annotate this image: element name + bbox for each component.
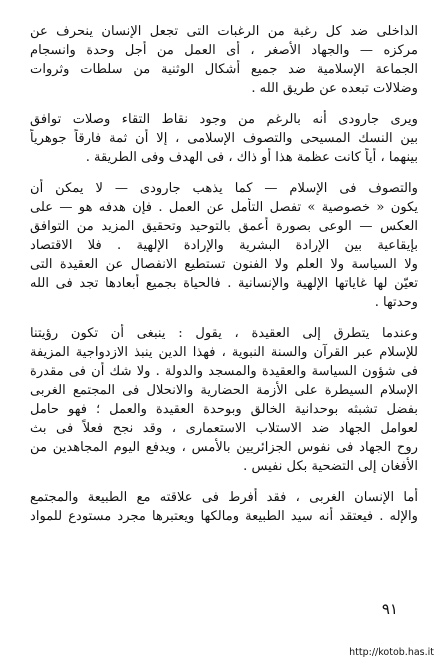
text-line: الداخلى ضد كل رغبة من الرغبات التى تجعل الإنسان ينحرف عن [30,24,418,39]
text-line: بفضل تشبثه بوحدانية الخالق وبوحدة العقيدة والعمل ؛ فهو حامل [30,402,418,417]
text-line: فى شؤون السياسة والعقيدة والمسجد والدولة . ولا شك أن فى مقدرة [30,364,418,379]
text-line: الجماعة الإسلامية ضد جميع أشكال الوثنية من سلطات وثروات [30,62,418,77]
text-line: الإسلام السيطرة على الأزمة الحضارية والانحلال فى المجتمع الغربى [30,383,418,398]
text-line: الأفغان إلى التضحية بكل نفيس . [243,459,418,474]
paragraph-1 [30,22,418,98]
text-line: والتصوف فى الإسلام — كما يذهب جارودى — لا يمكن أن [30,181,418,196]
page-number: ٩١ [381,600,398,618]
text-line: تعيّن لها غاياتها الإلهية والإنسانية . فالحياة بجميع أبعادها تجد فى الله [30,276,418,291]
text-line: بين النسك المسيحى والتصوف الإسلامى ، إلا أن ثمة فارقاً جوهرياً [30,131,418,146]
text-line: وعندما يتطرق إلى العقيدة ، يقول : ينبغى أن تكون رؤيتنا [30,326,418,341]
text-line: للإسلام عبر القرآن والسنة النبوية ، فهذا الدين ينبذ الازدواجية المزيفة [30,345,418,360]
text-line: يكون « خصوصية » تفصل التأمل عن العمل . فإن هدفه هو — على [30,200,418,215]
text-line: والإله . فيعتقد أنه سيد الطبيعة ومالكها ويعتبرها مجرد مستودع للمواد [30,509,418,524]
text-line: لعوامل الجهاد ضد الاستلاب الاستعمارى ، وقد نجح فعلاً فى بث [30,421,418,436]
footer-url: http://kotob.has.it [349,647,434,658]
text-line: ويرى جارودى أنه بالرغم من وجود نقاط التقاء وصلات توافق [30,112,418,127]
text-line: أما الإنسان الغربى ، فقد أفرط فى علاقته مع الطبيعة والمجتمع [30,490,418,505]
paragraph-5 [30,488,418,526]
paragraph-3 [30,179,418,312]
text-line: روح الجهاد فى نفوس الجزائريين بالأمس ، ويدفع اليوم المجاهدين من [30,440,418,455]
text-line: وضلالات تبعده عن طريق الله . [251,81,418,96]
text-line: العكس — الوعى بصورة أعمق بالتوحيد وتحقيق المزيد من التوافق [30,219,418,234]
paragraph-2 [30,110,418,167]
text-line: بينهما ، أياً كانت عظمة هذا أو ذاك ، فى الهدف وفى الطريقة . [85,150,418,165]
text-line: وحدتها . [374,295,418,310]
page-body [30,22,418,538]
text-line: بإيقاعية بين الإرادة البشرية والإرادة الإلهية . فلا الاقتصاد [30,238,418,253]
paragraph-4 [30,324,418,476]
text-line: مركزه — والجهاد الأصغر ، أى العمل من أجل وحدة وانسجام [30,43,418,58]
text-line: ولا السياسة ولا العلم ولا الفنون تستطيع الانفصال عن العقيدة التى [30,257,418,272]
